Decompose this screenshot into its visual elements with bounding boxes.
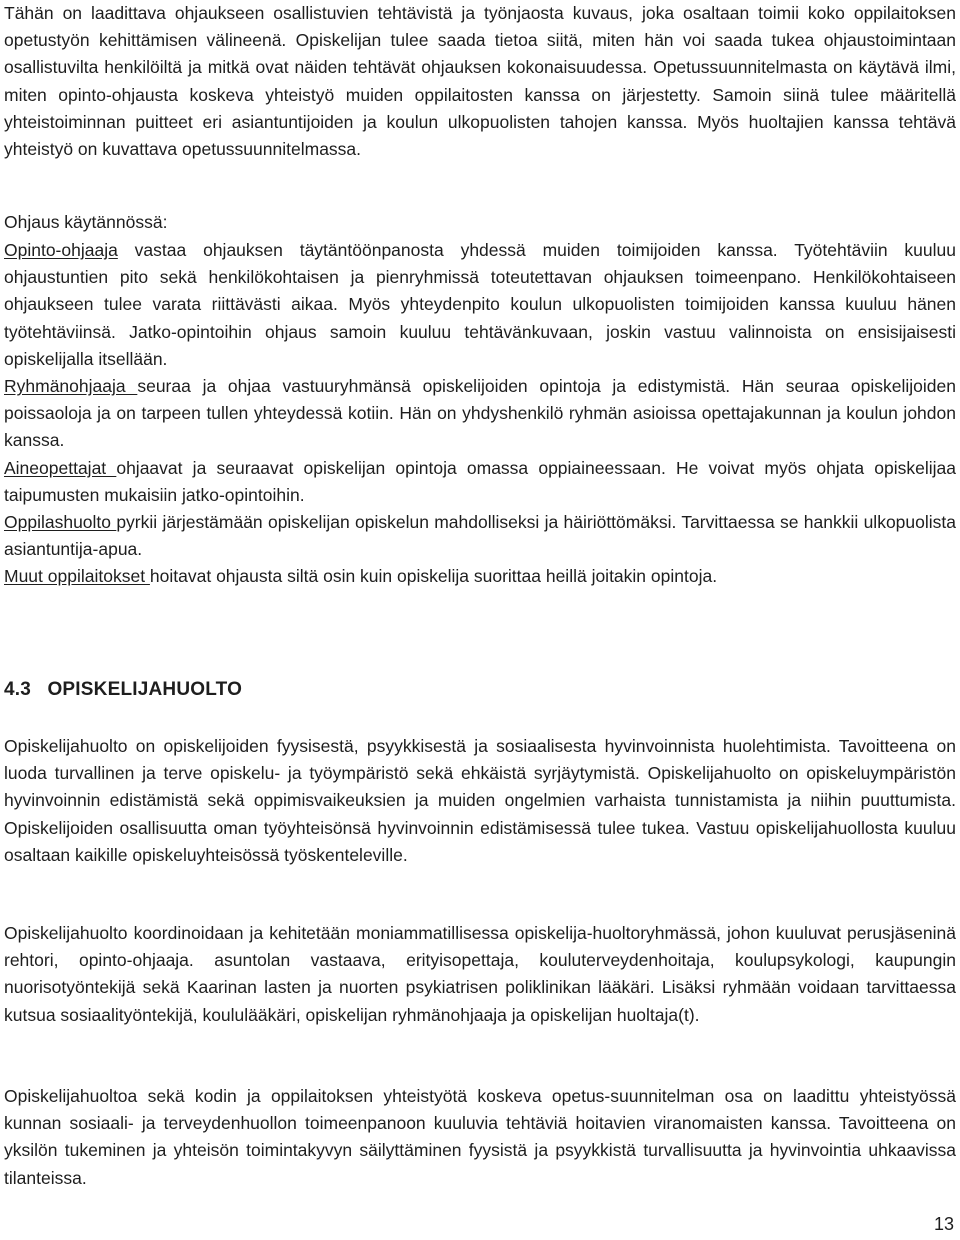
document-page [4,0,956,1240]
role-text: seuraa ja ohjaa vastuuryhmänsä opiskelijoiden opintoja ja edistymistä. Hän seuraa opiskelijoiden poissaoloja ja on tarpeen tullen yhteydessä kotiin. Hän on yhdyshenkilö ryhmän asioissa opettajakunnan ja koulun johdon kanssa. [4,376,957,451]
section-paragraph-3: Opiskelijahuoltoa sekä kodin ja oppilaitoksen yhteistyötä koskeva opetus-suunnitelman osa on laadittu yhteistyössä kunnan sosiaali- ja terveydenhuollon toimeenpanoon kuuluvia tehtäviä hoitavien viranomaisten kanssa. Tavoitteena on yksilön tukeminen ja yhteisön toimintakyvyn säilyttäminen fyysistä ja psyykkistä turvallisuutta ja hyvinvointia uhkaavissa tilanteissa. [4,1086,956,1188]
role-aineopettajat [4,455,956,509]
role-muut-oppilaitokset [4,563,956,590]
practice-title: Ohjaus käytännössä: [4,212,168,232]
section-paragraph-2: Opiskelijahuolto koordinoidaan ja kehitetään moniammatillisessa opiskelija-huoltoryhmässä, johon kuuluvat perusjäseninä rehtori, opinto-ohjaaja. asuntolan vastaava, erityisopettaja, kouluterveydenhoitaja, koulupsykologi, kaupungin nuorisotyöntekijä sekä Kaarinan lasten ja nuorten psykiatrisen poliklinikan lääkäri. Lisäksi ryhmään voidaan tarvittaessa kutsua sosiaalityöntekijä, koululääkäri, opiskelijan ryhmänohjaaja ja opiskelijan huoltaja(t). [4,923,956,1025]
role-text: vastaa ohjauksen täytäntöönpanosta yhdessä muiden toimijoiden kanssa. Työtehtäviin kuuluu ohjaustuntien pito sekä henkilökohtaisen ja pienryhmissä toteutettavan ohjauksen toimeenpano. Henkilökohtaiseen ohjaukseen tulee varata riittävästi aikaa. Myös yhteydenpito koulun ulkopuolisten toimijoiden kanssa kuuluu hänen työtehtäviinsä. Jatko-opintoihin ohjaus samoin kuuluu tehtävänkuvaan, joskin vastuu valinnoista on ensisijaisesti opiskelijalla itsellään. [4,240,956,369]
section-paragraph-1: Opiskelijahuolto on opiskelijoiden fyysisestä, psyykkisestä ja sosiaalisesta hyvinvoinnista huolehtimista. Tavoitteena on luoda turvallinen ja terve opiskelu- ja työympäristö sekä ehkäistä syrjäytymistä. Opiskelijahuolto on opiskeluympäristön hyvinvoinnin edistämistä sekä oppimisvaikeuksien ja muiden ongelmien varhaista tunnistamista ja niihin puuttumista. Opiskelijoiden osallisuutta oman työyhteisönsä hyvinvoinnin edistämisessä tulee tukea. Vastuu opiskelijahuollosta kuuluu osaltaan kaikille opiskeluyhteisössä työskenteleville. [4,736,956,865]
intro-paragraph: Tähän on laadittava ohjaukseen osallistuvien tehtävistä ja työnjaosta kuvaus, joka osaltaan toimii koko oppilaitoksen opetustyön kehittämisen välineenä. Opiskelijan tulee saada tietoa siitä, miten hän voi saada tukea ohjaustoimintaan osallistuvilta henkilöiltä ja mitkä ovat näiden tehtävät ohjauksen kokonaisuudessa. Opetussuunnitelmasta on käytävä ilmi, miten opinto-ohjausta koskeva yhteistyö muiden oppilaitosten kanssa on järjestetty. Samoin siinä tulee määritellä yhteistoiminnan puitteet eri asiantuntijoiden ja koulun ulkopuolisten tahojen kanssa. Myös huoltajien kanssa tehtävä yhteistyö on kuvattava opetussuunnitelmassa. [4,3,956,160]
practice-roles [4,237,956,591]
section-heading: 4.3 OPISKELIJAHUOLTO [4,679,243,700]
role-term: Opinto-ohjaaja [4,240,118,260]
role-term: Oppilashuolto [4,512,117,533]
role-oppilashuolto [4,509,956,563]
role-ryhmanohjaaja [4,373,956,455]
page-number: 13 [933,1214,954,1234]
role-text: pyrkii järjestämään opiskelijan opiskelun mahdolliseksi ja häiriöttömäksi. Tarvittaessa se hankkii ulkopuolista asiantuntija-apua. [4,512,956,560]
role-text: hoitavat ohjausta siltä osin kuin opiskelija suorittaa heillä joitakin opintoja. [149,566,718,587]
role-opinto-ohjaaja [4,237,956,373]
role-term: Muut oppilaitokset [4,566,150,587]
role-term: Aineopettajat [4,457,117,478]
role-text: ohjaavat ja seuraavat opiskelijan opintoja omassa oppiaineessaan. He voivat myös ohjata opiskelijaa taipumusten mukaisiin jatko-opintoihin. [4,457,956,505]
role-term: Ryhmänohjaaja [4,376,138,397]
